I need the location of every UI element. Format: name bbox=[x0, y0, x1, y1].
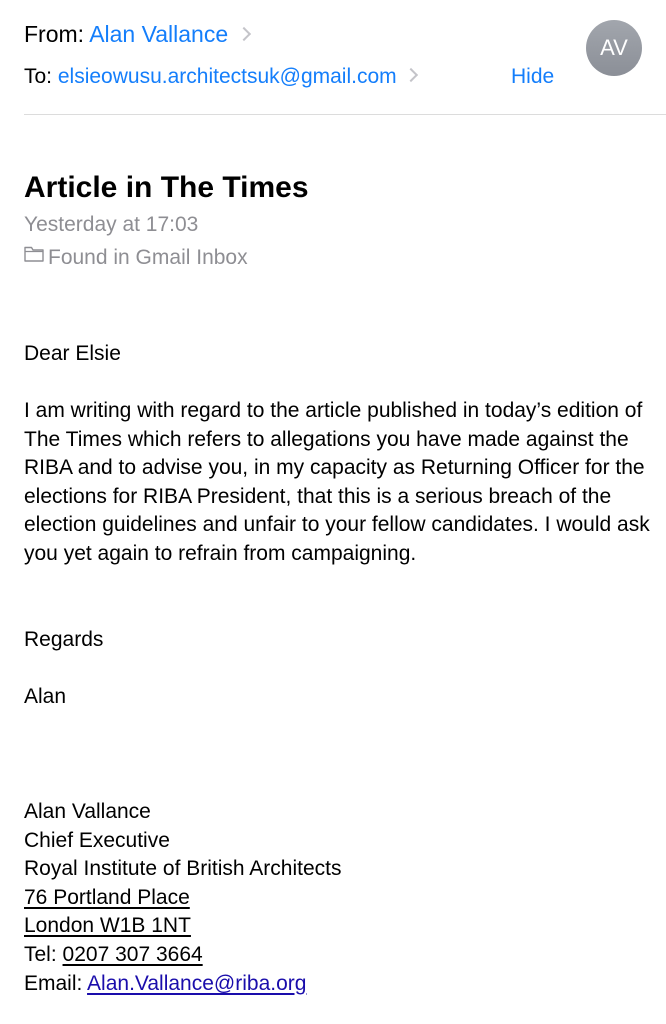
avatar[interactable]: AV bbox=[586, 20, 642, 76]
message-subject: Article in The Times bbox=[24, 171, 309, 204]
message-header bbox=[0, 0, 666, 116]
email-link[interactable]: Alan.Vallance@riba.org bbox=[87, 971, 307, 995]
folder-icon bbox=[24, 241, 44, 271]
closing: Regards bbox=[24, 628, 104, 651]
tel-label: Tel: bbox=[24, 942, 57, 966]
to-row bbox=[24, 62, 416, 92]
chevron-right-icon[interactable] bbox=[236, 27, 250, 41]
email-label: Email: bbox=[24, 971, 83, 995]
signoff: Alan bbox=[24, 685, 67, 708]
message-date: Yesterday at 17:03 bbox=[24, 213, 199, 236]
greeting: Dear Elsie bbox=[24, 342, 121, 365]
from-label: From: bbox=[24, 21, 85, 47]
signature-title: Chief Executive bbox=[24, 828, 170, 852]
signature-name: Alan Vallance bbox=[24, 800, 151, 823]
signature-block bbox=[24, 798, 654, 998]
recipient-address[interactable]: elsieowusu.architectsuk@gmail.com bbox=[57, 65, 397, 88]
hide-details-button[interactable]: Hide bbox=[511, 65, 555, 88]
chevron-right-icon[interactable] bbox=[404, 68, 418, 82]
phone-number-link[interactable]: 0207 307 3664 bbox=[62, 942, 203, 966]
sender-name[interactable]: Alan Vallance bbox=[89, 21, 229, 47]
body-paragraph: I am writing with regard to the article published in today’s edition of The Times which refers to allegations you have made against the RIBA and to advise you, in my capacity as Returning Officer for the elections for RIBA President, that this is a serious breach of the election guidelines and unfair to your fellow candidates. I would ask you yet again to refrain from campaigning. bbox=[24, 399, 650, 565]
divider bbox=[24, 114, 666, 115]
signature-organization: Royal Institute of British Architects bbox=[24, 857, 342, 881]
folder-label: Found in Gmail Inbox bbox=[48, 246, 248, 269]
to-label: To: bbox=[24, 65, 53, 88]
folder-info[interactable] bbox=[24, 243, 248, 273]
address-line-2[interactable]: London W1B 1NT bbox=[24, 914, 191, 938]
from-row bbox=[24, 18, 249, 50]
address-line-1[interactable]: 76 Portland Place bbox=[24, 885, 190, 909]
